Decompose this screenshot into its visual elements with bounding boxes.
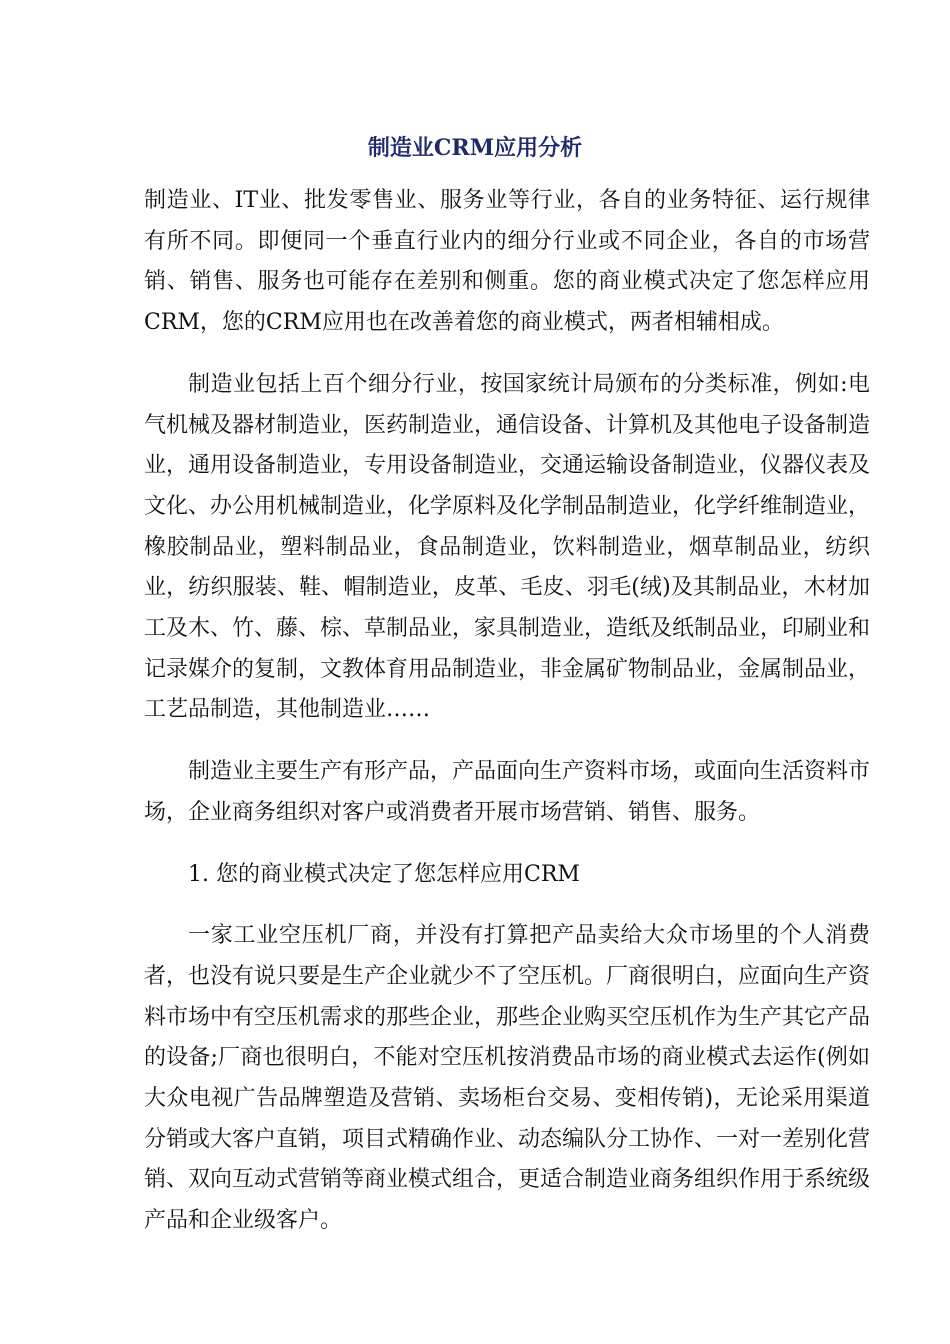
document-title: 制造业CRM应用分析 [367,135,583,161]
paragraph-manufacturing-summary: 制造业主要生产有形产品，产品面向生产资料市场，或面向生活资料市场，企业商务组织对客户或消费者开展市场营销、销售、服务。 [144,759,871,825]
paragraph-intro: 制造业、IT业、批发零售业、服务业等行业，各自的业务特征、运行规律有所不同。即便同一个垂直行业内的细分行业或不同企业，各自的市场营销、销售、服务也可能存在差别和侧重。您的商业模式决定了您怎样应用CRM，您的CRM应用也在改善着您的商业模式，两者相辅相成。 [144,188,870,336]
section-heading: 1. 您的商业模式决定了您怎样应用CRM [188,861,580,887]
document-body [144,181,870,1263]
paragraph-air-compressor-example: 一家工业空压机厂商，并没有打算把产品卖给大众市场里的个人消费者，也没有说只要是生产企业就少不了空压机。厂商很明白，应面向生产资料市场中有空压机需求的那些企业，那些企业购买空压机作为生产其它产品的设备;厂商也很明白，不能对空压机按消费品市场的商业模式去运作(例如大众电视广告品牌塑造及营销、卖场柜台交易、变相传销)，无论采用渠道分销或大客户直销，项目式精确作业、动态编队分工协作、一对一差别化营销、双向互动式营销等商业模式组合，更适合制造业商务组织作用于系统级产品和企业级客户。 [144,923,871,1234]
paragraph-industry-list: 制造业包括上百个细分行业，按国家统计局颁布的分类标准，例如:电气机械及器材制造业，医药制造业，通信设备、计算机及其他电子设备制造业，通用设备制造业，专用设备制造业，交通运输设备制造业，仪器仪表及文化、办公用机械制造业，化学原料及化学制品制造业，化学纤维制造业，橡胶制品业，塑料制品业，食品制造业，饮料制造业，烟草制品业，纺织业，纺织服装、鞋、帽制造业，皮革、毛皮、羽毛(绒)及其制品业，木材加工及木、竹、藤、棕、草制品业，家具制造业，造纸及纸制品业，印刷业和记录媒介的复制，文教体育用品制造业，非金属矿物制品业，金属制品业，工艺品制造，其他制造业…… [144,371,871,723]
